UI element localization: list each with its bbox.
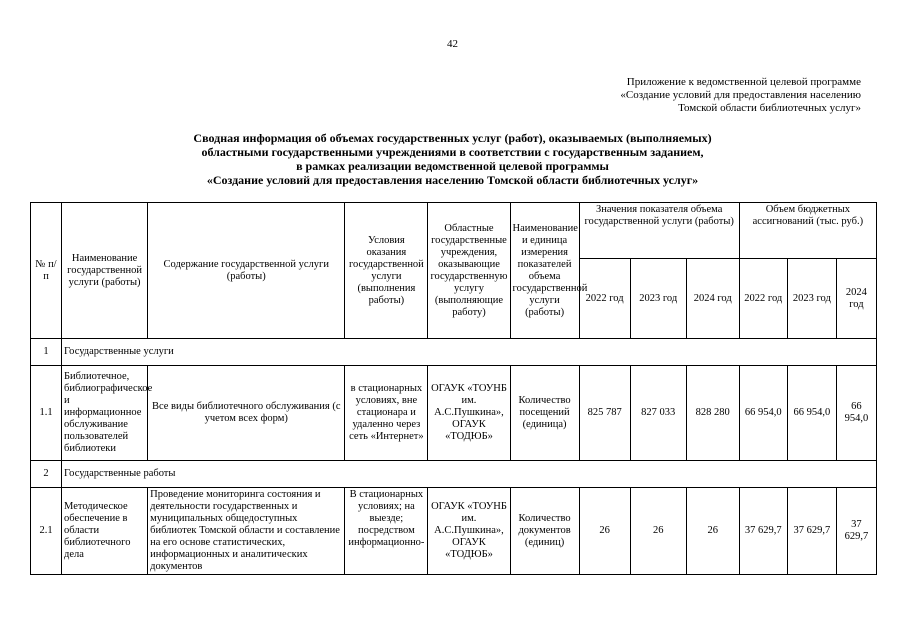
row-num: 1.1 — [31, 366, 62, 461]
row-institutions: ОГАУК «ТОУНБ им. А.С.Пушкина», ОГАУК «ТОДЮБ» — [428, 366, 510, 461]
row-content: Все виды библиотечного обслуживания (с учетом всех форм) — [148, 366, 345, 461]
row-volume: 828 280 — [686, 366, 739, 461]
appendix-note — [620, 76, 861, 115]
header-num: № п/п — [31, 203, 62, 339]
row-service-name: Библиотечное, библиографическое и информационное обслуживание пользователей библиотеки — [62, 366, 148, 461]
header-institutions: Областные государственные учреждения, оказывающие государственную услугу (выполняющие работу) — [428, 203, 510, 339]
row-budget: 66 954,0 — [739, 366, 787, 461]
section-num: 2 — [31, 461, 62, 488]
header-year-volume: 2024 год — [686, 259, 739, 339]
header-year-budget: 2022 год — [739, 259, 787, 339]
row-volume: 827 033 — [630, 366, 686, 461]
row-budget: 66 954,0 — [787, 366, 836, 461]
table-row — [31, 366, 877, 461]
table-row — [31, 488, 877, 575]
title-line: Сводная информация об объемах государственных услуг (работ), оказываемых (выполняемых) — [193, 131, 712, 145]
section-num: 1 — [31, 339, 62, 366]
row-conditions: В стационарных условиях; на выезде; посредством информационно- — [345, 488, 428, 575]
header-content: Содержание государственной услуги (работы) — [148, 203, 345, 339]
summary-table — [30, 202, 877, 575]
section-label: Государственные работы — [62, 461, 877, 488]
row-conditions: в стационарных условиях, вне стационара и удаленно через сеть «Интернет» — [345, 366, 428, 461]
row-budget: 66 954,0 — [836, 366, 876, 461]
row-volume: 26 — [630, 488, 686, 575]
row-indicator: Количество документов (единиц) — [510, 488, 579, 575]
header-year-volume: 2023 год — [630, 259, 686, 339]
row-budget: 37 629,7 — [787, 488, 836, 575]
row-volume: 26 — [686, 488, 739, 575]
header-volume-group: Значения показателя объема государственной услуги (работы) — [579, 203, 739, 259]
header-service-name: Наименование государственной услуги (работы) — [62, 203, 148, 339]
appendix-line: Приложение к ведомственной целевой программе — [626, 76, 861, 88]
header-row — [31, 203, 877, 259]
section-label: Государственные услуги — [62, 339, 877, 366]
header-year-budget: 2024 год — [836, 259, 876, 339]
appendix-line: «Создание условий для предоставления населению — [620, 89, 861, 101]
header-indicator: Наименование и единица измерения показателей объема государственной услуги (работы) — [510, 203, 579, 339]
section-row — [31, 339, 877, 366]
row-volume: 26 — [579, 488, 630, 575]
section-row — [31, 461, 877, 488]
row-volume: 825 787 — [579, 366, 630, 461]
appendix-line: Томской области библиотечных услуг» — [678, 102, 861, 114]
row-budget: 37 629,7 — [739, 488, 787, 575]
row-num: 2.1 — [31, 488, 62, 575]
document-title — [0, 131, 905, 187]
title-line: в рамках реализации ведомственной целевой программы — [296, 159, 609, 173]
row-institutions: ОГАУК «ТОУНБ им. А.С.Пушкина», ОГАУК «ТОДЮБ» — [428, 488, 510, 575]
header-year-budget: 2023 год — [787, 259, 836, 339]
header-budget-group: Объем бюджетных ассигнований (тыс. руб.) — [739, 203, 876, 259]
row-service-name: Методическое обеспечение в области библиотечного дела — [62, 488, 148, 575]
row-content: Проведение мониторинга состояния и деятельности государственных и муниципальных общедоступных библиотек Томской области и составление на его основе статистических, информационных и аналитических документов — [148, 488, 345, 575]
title-line: областными государственными учреждениями в соответствии с государственным заданием, — [201, 145, 704, 159]
title-line: «Создание условий для предоставления населению Томской области библиотечных услуг» — [206, 173, 699, 187]
page-number: 42 — [447, 38, 458, 50]
header-conditions: Условия оказания государственной услуги (выполнения работы) — [345, 203, 428, 339]
header-year-volume: 2022 год — [579, 259, 630, 339]
row-budget: 37 629,7 — [836, 488, 876, 575]
row-indicator: Количество посещений (единица) — [510, 366, 579, 461]
